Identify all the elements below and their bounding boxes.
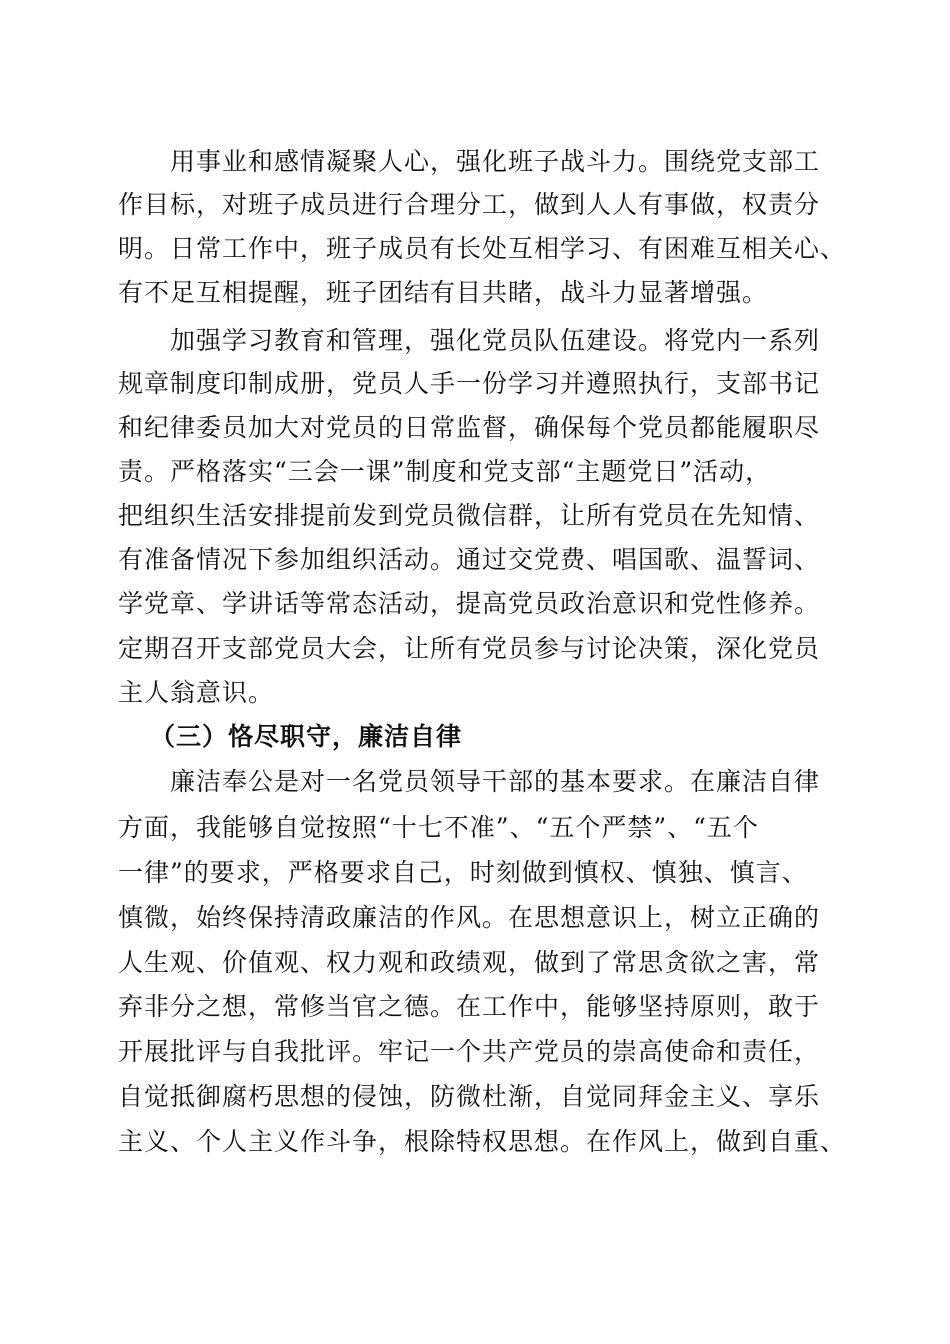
paragraph-3-line-6: 弃非分之想，常修当官之德。在工作中，能够坚持原则，敢于 (118, 992, 821, 1021)
paragraph-3-line-7: 开展批评与自我批评。牢记一个共产党员的崇高使命和责任， (118, 1037, 821, 1066)
paragraph-2-line-2: 规章制度印制成册，党员人手一份学习并遵照执行，支部书记 (118, 369, 821, 398)
paragraph-1-line-3: 明。日常工作中，班子成员有长处互相学习、有困难互相关心、 (118, 234, 847, 263)
paragraph-2-line-6: 有准备情况下参加组织活动。通过交党费、唱国歌、温誓词、 (118, 545, 821, 574)
paragraph-2-line-8: 定期召开支部党员大会，让所有党员参与讨论决策，深化党员 (118, 634, 821, 663)
paragraph-3-line-5: 人生观、价值观、权力观和政绩观，做到了常思贪欲之害，常 (118, 948, 821, 977)
paragraph-1-line-1: 用事业和感情凝聚人心，强化班子战斗力。围绕党支部工 (170, 147, 821, 176)
paragraph-3-line-2: 方面，我能够自觉按照“十七不准”、“五个严禁”、“五个 (118, 813, 759, 842)
paragraph-2-line-1: 加强学习教育和管理，强化党员队伍建设。将党内一系列 (170, 326, 821, 355)
paragraph-3-line-3: 一律”的要求，严格要求自己，时刻做到慎权、慎独、慎言、 (118, 858, 808, 887)
paragraph-3-line-1: 廉洁奉公是对一名党员领导干部的基本要求。在廉洁自律 (170, 767, 821, 796)
paragraph-1-line-2: 作目标，对班子成员进行合理分工，做到人人有事做，权责分 (118, 190, 821, 219)
paragraph-2-line-5: 把组织生活安排提前发到党员微信群，让所有党员在先知情、 (118, 501, 821, 530)
paragraph-2-line-9: 主人翁意识。 (118, 678, 275, 707)
paragraph-2-line-4: 责。严格落实“三会一课”制度和党支部“主题党日”活动， (118, 457, 772, 486)
paragraph-2-line-7: 学党章、学讲话等常态活动，提高党员政治意识和党性修养。 (118, 589, 821, 618)
paragraph-3-line-9: 主义、个人主义作斗争，根除特权思想。在作风上，做到自重、 (118, 1127, 847, 1156)
paragraph-2-line-3: 和纪律委员加大对党员的日常监督，确保每个党员都能履职尽 (118, 413, 821, 442)
paragraph-1-line-4: 有不足互相提醒，班子团结有目共睹，战斗力显著增强。 (118, 278, 769, 307)
section-heading: （三）恪尽职守，廉洁自律 (150, 722, 463, 751)
paragraph-3-line-8: 自觉抵御腐朽思想的侵蚀，防微杜渐，自觉同拜金主义、享乐 (118, 1082, 821, 1111)
paragraph-3-line-4: 慎微，始终保持清政廉洁的作风。在思想意识上，树立正确的 (118, 903, 821, 932)
